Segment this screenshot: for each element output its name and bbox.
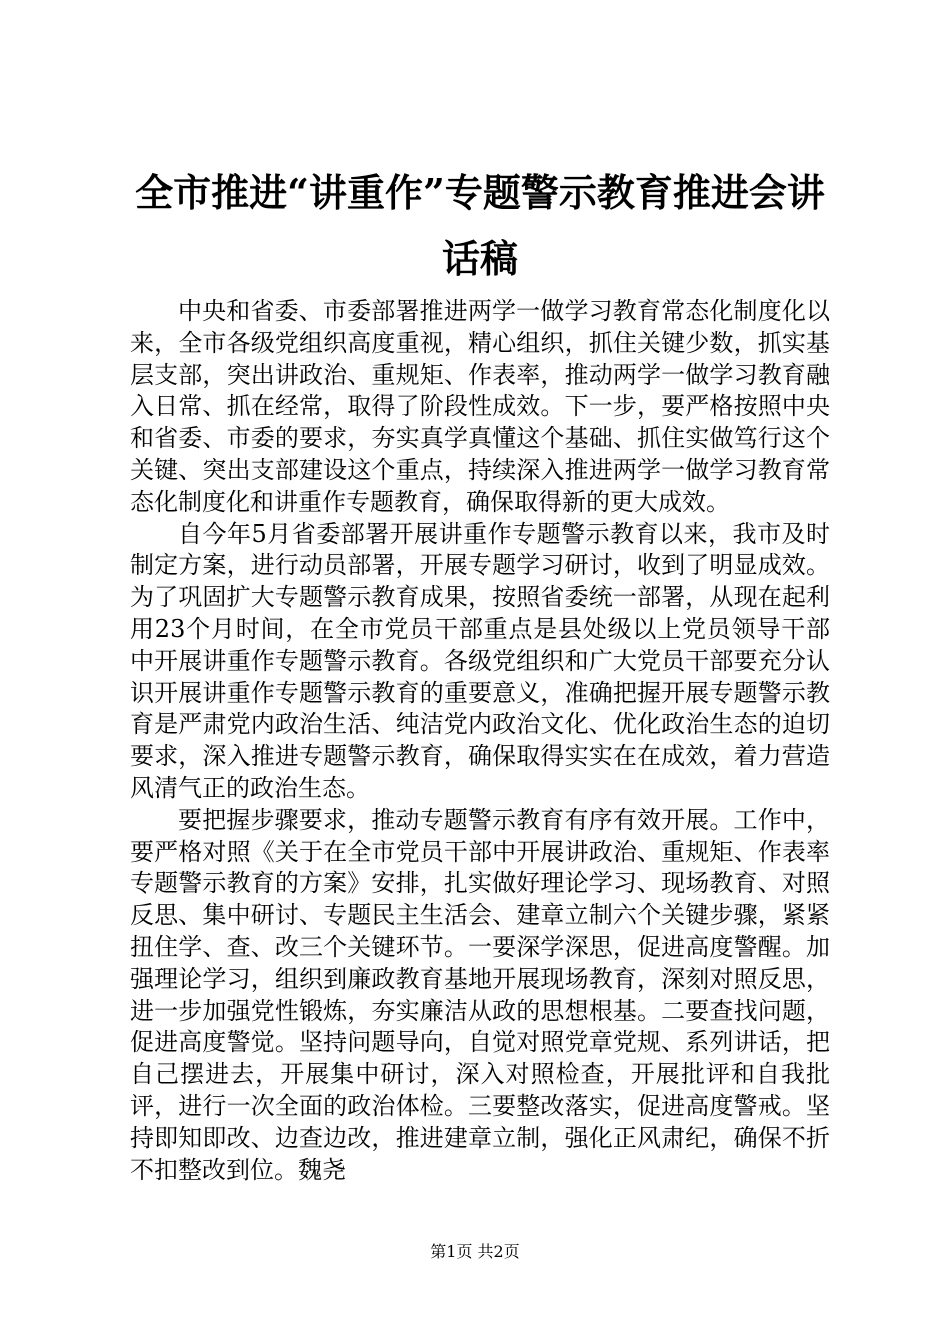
- paragraph-1: 中央和省委、市委部署推进两学一做学习教育常态化制度化以来，全市各级党组织高度重视，精心组织，抓住关键少数，抓实基层支部，突出讲政治、重规矩、作表率，推动两学一做学习教育融入日常、抓在经常，取得了阶段性成效。下一步，要严格按照中央和省委、市委的要求，夯实真学真懂这个基础、抓住实做笃行这个关键、突出支部建设这个重点，持续深入推进两学一做学习教育常态化制度化和讲重作专题教育，确保取得新的更大成效。: [130, 297, 830, 516]
- paragraph-2: 自今年5月省委部署开展讲重作专题警示教育以来，我市及时制定方案，进行动员部署，开展专题学习研讨，收到了明显成效。为了巩固扩大专题警示教育成果，按照省委统一部署，从现在起利用23个月时间，在全市党员干部重点是县处级以上党员领导干部中开展讲重作专题警示教育。各级党组织和广大党员干部要充分认识开展讲重作专题警示教育的重要意义，准确把握开展专题警示教育是严肃党内政治生活、纯洁党内政治文化、优化政治生态的迫切要求，深入推进专题警示教育，确保取得实实在在成效，着力营造风清气正的政治生态。: [130, 519, 830, 802]
- page-number-footer: 第1页 共2页: [430, 1242, 520, 1261]
- document-title: 全市推进“讲重作”专题警示教育推进会讲话稿: [135, 170, 825, 281]
- document-body: [130, 296, 830, 1186]
- paragraph-3: 要把握步骤要求，推动专题警示教育有序有效开展。工作中，要严格对照《关于在全市党员干部中开展讲政治、重规矩、作表率专题警示教育的方案》安排，扎实做好理论学习、现场教育、对照反思、集中研讨、专题民主生活会、建章立制六个关键步骤，紧紧扭住学、查、改三个关键环节。一要深学深思，促进高度警醒。加强理论学习，组织到廉政教育基地开展现场教育，深刻对照反思，进一步加强党性锻炼，夯实廉洁从政的思想根基。二要查找问题，促进高度警觉。坚持问题导向，自觉对照党章党规、系列讲话，把自己摆进去，开展集中研讨，深入对照检查，开展批评和自我批评，进行一次全面的政治体检。三要整改落实，促进高度警戒。坚持即知即改、边查边改，推进建章立制，强化正风肃纪，确保不折不扣整改到位。魏尧: [130, 805, 830, 1184]
